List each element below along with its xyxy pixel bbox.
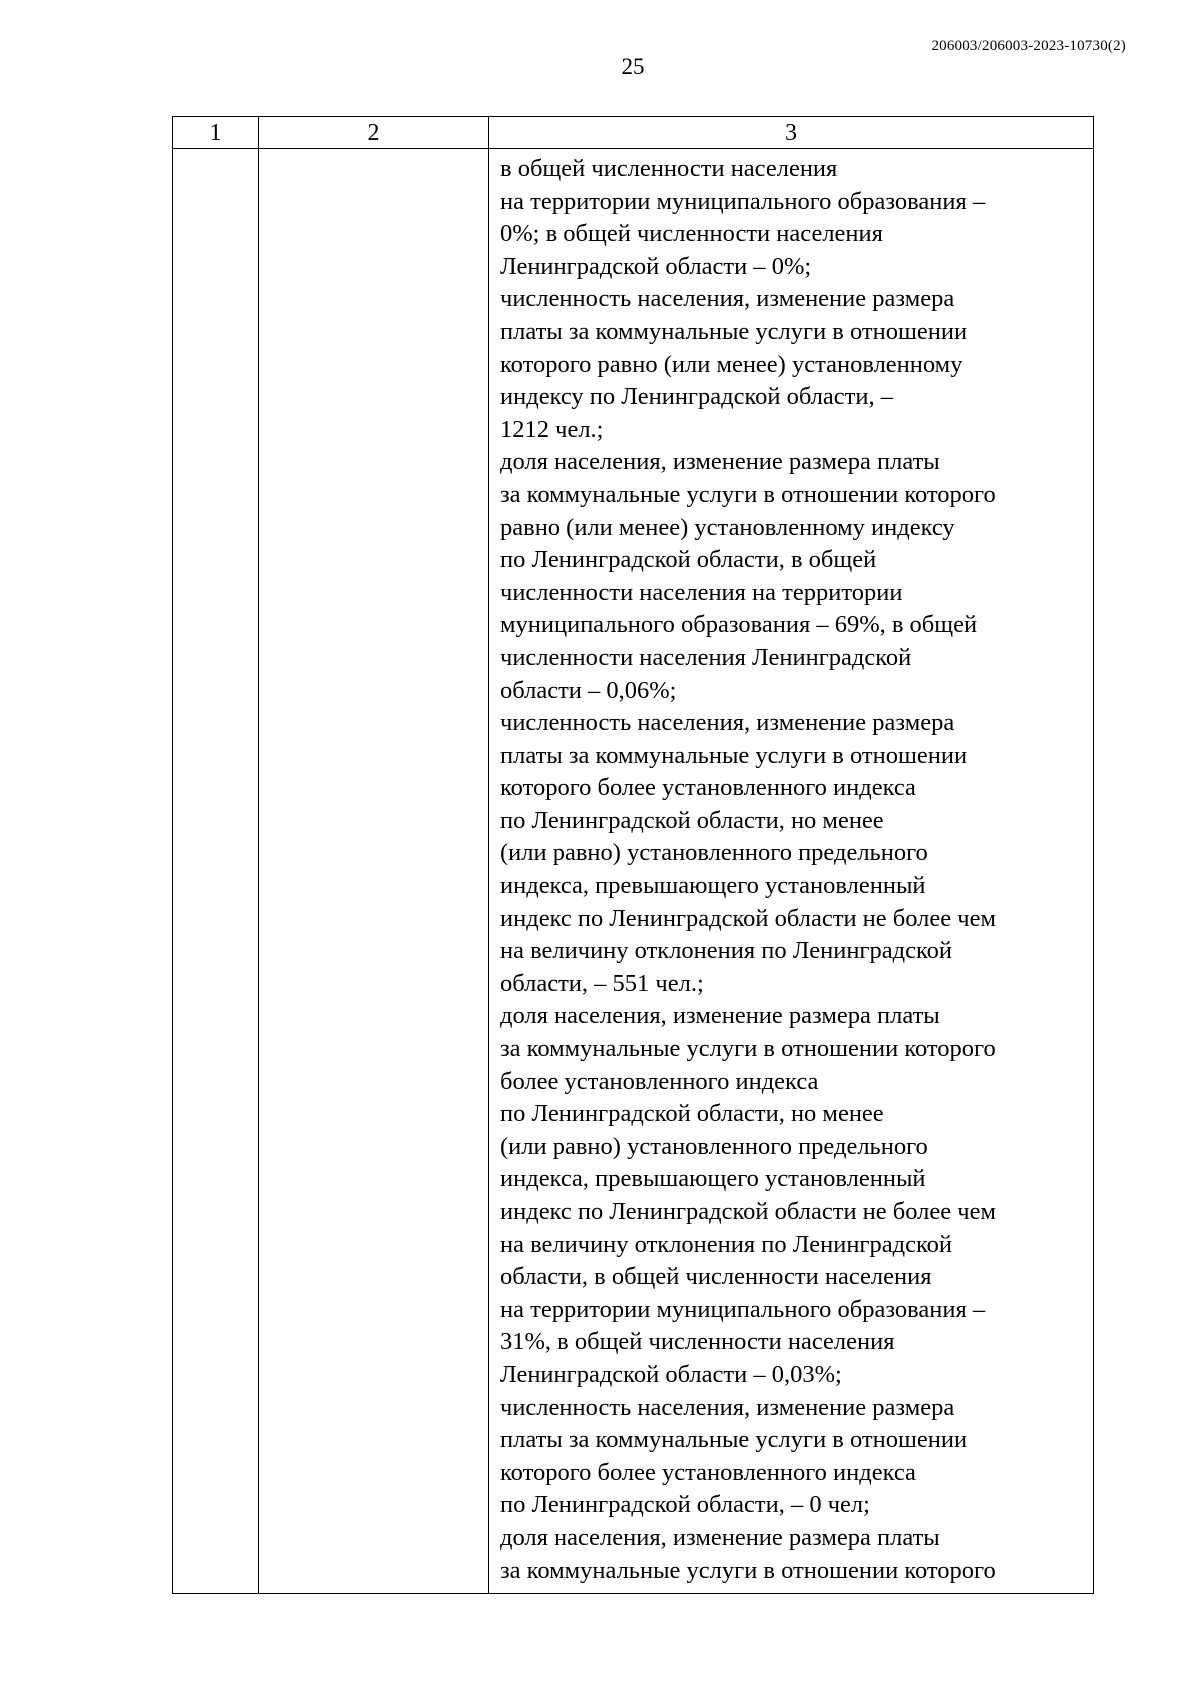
table-header-row — [173, 117, 1094, 149]
text-line: на территории муниципального образования – — [500, 1295, 986, 1323]
text-line: численности населения Ленинградской — [500, 643, 912, 671]
text-line: области, в общей численности населения — [500, 1263, 932, 1291]
text-line: за коммунальные услуги в отношении которого — [500, 1556, 996, 1584]
text-line: за коммунальные услуги в отношении которого — [500, 1035, 996, 1063]
table-cell-col-1 — [173, 149, 259, 1594]
text-line: индекс по Ленинградской области не более чем — [500, 904, 996, 932]
text-line: платы за коммунальные услуги в отношении — [500, 741, 968, 769]
table-cell-col-2 — [259, 149, 489, 1594]
text-line: на величину отклонения по Ленинградской — [500, 1230, 952, 1258]
text-line: (или равно) установленного предельного — [500, 839, 928, 867]
table-cell-col-3 — [489, 149, 1094, 1594]
table-header-col-1: 1 — [173, 117, 259, 149]
table-header-col-2: 2 — [259, 117, 489, 149]
text-line: Ленинградской области – 0%; — [500, 252, 812, 280]
table-row — [173, 149, 1094, 1594]
text-line: по Ленинградской области, в общей — [500, 546, 877, 574]
text-line: на величину отклонения по Ленинградской — [500, 937, 952, 965]
text-line: численность населения, изменение размера — [500, 285, 955, 313]
text-line: по Ленинградской области, но менее — [500, 1100, 884, 1128]
page-number: 25 — [621, 54, 645, 79]
text-line: на территории муниципального образования – — [500, 187, 986, 215]
text-line: по Ленинградской области, – 0 чел; — [500, 1491, 870, 1519]
text-line: муниципального образования – 69%, в общей — [500, 611, 978, 639]
text-line: которого более установленного индекса — [500, 1458, 916, 1486]
text-line: которого более установленного индекса — [500, 774, 916, 802]
text-line: доля населения, изменение размера платы — [500, 1523, 940, 1551]
text-line: 0%; в общей численности населения — [500, 220, 883, 248]
text-line: индекса, превышающего установленный — [500, 1165, 926, 1193]
text-line: по Ленинградской области, но менее — [500, 806, 884, 834]
text-line: доля населения, изменение размера платы — [500, 448, 940, 476]
text-line: Ленинградской области – 0,03%; — [500, 1360, 842, 1388]
text-line: за коммунальные услуги в отношении которого — [500, 480, 996, 508]
text-line: 1212 чел.; — [500, 415, 604, 443]
text-line: индекса, превышающего установленный — [500, 872, 926, 900]
text-line: доля населения, изменение размера платы — [500, 1002, 940, 1030]
text-line: области, – 551 чел.; — [500, 969, 704, 997]
text-line: численности населения на территории — [500, 578, 903, 606]
table-header-col-3: 3 — [489, 117, 1094, 149]
text-line: численность населения, изменение размера — [500, 1393, 955, 1421]
text-line: равно (или менее) установленному индексу — [500, 513, 955, 541]
text-line: которого равно (или менее) установленному — [500, 350, 963, 378]
text-line: платы за коммунальные услуги в отношении — [500, 1426, 968, 1454]
text-line: (или равно) установленного предельного — [500, 1132, 928, 1160]
text-line: области – 0,06%; — [500, 676, 677, 704]
data-table — [172, 116, 1094, 1594]
text-line: индекс по Ленинградской области не более чем — [500, 1198, 996, 1225]
text-line: в общей численности населения — [500, 155, 838, 182]
text-line: индексу по Ленинградской области, – — [500, 383, 893, 411]
text-line: 31%, в общей численности населения — [500, 1328, 895, 1356]
text-line: численность населения, изменение размера — [500, 709, 955, 737]
document-id: 206003/206003-2023-10730(2) — [931, 38, 1126, 54]
text-line: платы за коммунальные услуги в отношении — [500, 317, 968, 345]
text-line: более установленного индекса — [500, 1067, 819, 1095]
